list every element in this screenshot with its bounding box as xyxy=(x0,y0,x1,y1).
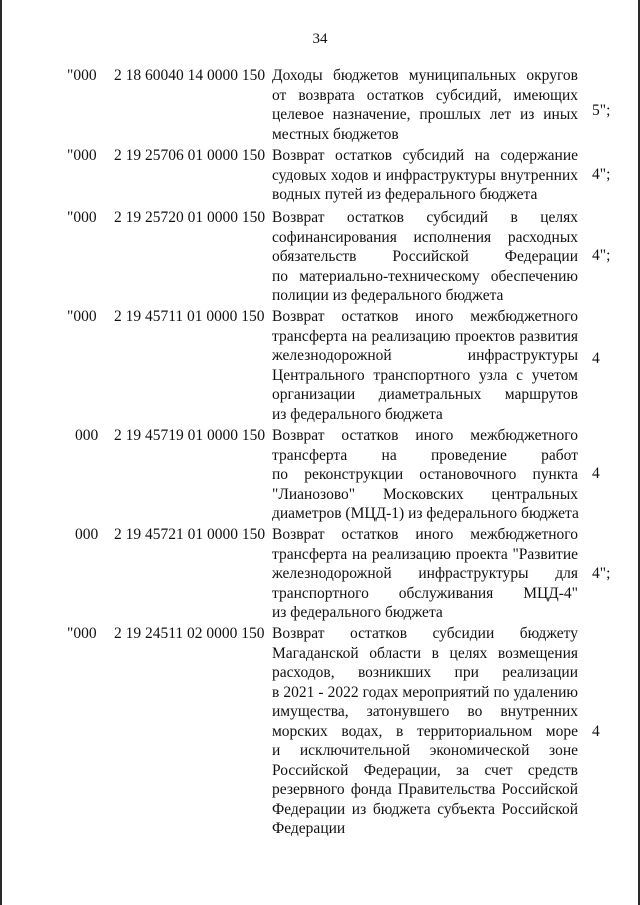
description-line: Возврат остатков иного межбюджетного xyxy=(272,526,578,543)
description-line: и исключительной экономической зоне xyxy=(272,742,578,759)
description-line: трансферта на реализацию проекта "Развитие xyxy=(272,545,578,563)
description-line: по материально-техническому обеспечению xyxy=(272,267,578,285)
budget-entry-5 xyxy=(0,424,640,523)
budget-code-list xyxy=(0,64,640,842)
budget-entry-7 xyxy=(0,622,640,842)
entry-description xyxy=(272,66,578,144)
description-line: по реконструкции остановочного пункта xyxy=(272,466,578,483)
description-line: водных путей из федерального бюджета xyxy=(272,186,538,203)
entry-column-value: 5"; xyxy=(592,102,611,119)
description-line: трансферта на реализацию проектов развития xyxy=(272,327,578,345)
description-line: Федерации из бюджета субъекта Российской xyxy=(272,800,578,818)
budget-classification-code: 2 19 24511 02 0000 150 xyxy=(114,625,265,642)
description-line: из федерального бюджета xyxy=(272,604,443,621)
entry-description xyxy=(272,307,578,424)
entry-description xyxy=(272,525,578,623)
budget-entry-3 xyxy=(0,206,640,305)
description-line: Доходы бюджетов муниципальных округов xyxy=(272,67,578,84)
entry-prefix: 000 xyxy=(75,427,99,444)
entry-column-value: 4 xyxy=(592,465,600,482)
entry-prefix: "000 xyxy=(67,67,97,84)
entry-prefix: "000 xyxy=(67,308,97,325)
description-line: Возврат остатков иного межбюджетного xyxy=(272,427,578,444)
entry-description xyxy=(272,426,578,524)
entry-description xyxy=(272,146,578,205)
description-line: диаметров (МЦД-1) из федерального бюджета xyxy=(272,505,579,522)
budget-entry-6 xyxy=(0,523,640,622)
description-line: в 2021 - 2022 годах мероприятий по удалению xyxy=(272,683,578,701)
entry-column-value: 4"; xyxy=(592,166,611,183)
description-line: трансферта на проведение работ xyxy=(272,446,578,464)
entry-description xyxy=(272,208,578,306)
description-line: "Лианозово" Московских центральных xyxy=(272,485,578,503)
description-line: Возврат остатков субсидий на содержание xyxy=(272,147,578,164)
description-line: из федерального бюджета xyxy=(272,405,443,423)
description-line: Возврат остатков субсидии бюджету xyxy=(272,625,578,642)
budget-classification-code: 2 19 45711 01 0000 150 xyxy=(114,308,265,325)
description-line: Федерации xyxy=(272,820,346,837)
entry-description xyxy=(272,624,578,839)
entry-prefix: 000 xyxy=(75,526,99,543)
description-line: имущества, затонувшего во внутренних xyxy=(272,703,578,720)
description-line: железнодорожной инфраструктуры для xyxy=(272,565,578,582)
page-number: 34 xyxy=(312,31,328,47)
description-line: железнодорожной инфраструктуры xyxy=(272,347,578,364)
budget-classification-code: 2 19 25706 01 0000 150 xyxy=(114,147,266,164)
entry-prefix: "000 xyxy=(67,625,97,642)
entry-prefix: "000 xyxy=(67,147,97,164)
description-line: от возврата остатков субсидий, имеющих xyxy=(272,86,578,104)
description-line: полиции из федерального бюджета xyxy=(272,287,504,304)
description-line: транспортного обслуживания МЦД-4" xyxy=(272,584,578,602)
description-line: целевое назначение, прошлых лет из иных xyxy=(272,106,578,123)
description-line: морских водах, в территориальном море xyxy=(272,722,578,740)
entry-column-value: 4 xyxy=(592,350,600,367)
budget-entry-2 xyxy=(0,144,640,206)
budget-classification-code: 2 19 45721 01 0000 150 xyxy=(114,526,266,543)
entry-column-value: 4"; xyxy=(592,565,611,582)
description-line: Магаданской области в целях возмещения xyxy=(272,644,578,662)
entry-column-value: 4"; xyxy=(592,247,611,264)
description-line: расходов, возникших при реализации xyxy=(272,664,578,681)
budget-classification-code: 2 18 60040 14 0000 150 xyxy=(114,67,266,84)
description-line: Российской Федерации, за счет средств xyxy=(272,761,578,779)
description-line: местных бюджетов xyxy=(272,125,399,143)
description-line: софинансирования исполнения расходных xyxy=(272,228,578,246)
description-line: обязательств Российской Федерации xyxy=(272,248,578,265)
description-line: судовых ходов и инфраструктуры внутренних xyxy=(272,166,578,184)
budget-entry-1 xyxy=(0,64,640,144)
entry-prefix: "000 xyxy=(67,209,97,226)
description-line: Возврат остатков субсидий в целях xyxy=(272,209,578,226)
entry-column-value: 4 xyxy=(592,723,600,740)
budget-classification-code: 2 19 25720 01 0000 150 xyxy=(114,209,266,226)
description-line: резервного фонда Правительства Российской xyxy=(272,781,578,798)
description-line: организации диаметральных маршрутов xyxy=(272,386,578,403)
description-line: Центрального транспортного узла с учетом xyxy=(272,366,578,384)
budget-classification-code: 2 19 45719 01 0000 150 xyxy=(114,427,266,444)
budget-entry-4 xyxy=(0,305,640,424)
description-line: Возврат остатков иного межбюджетного xyxy=(272,308,578,325)
